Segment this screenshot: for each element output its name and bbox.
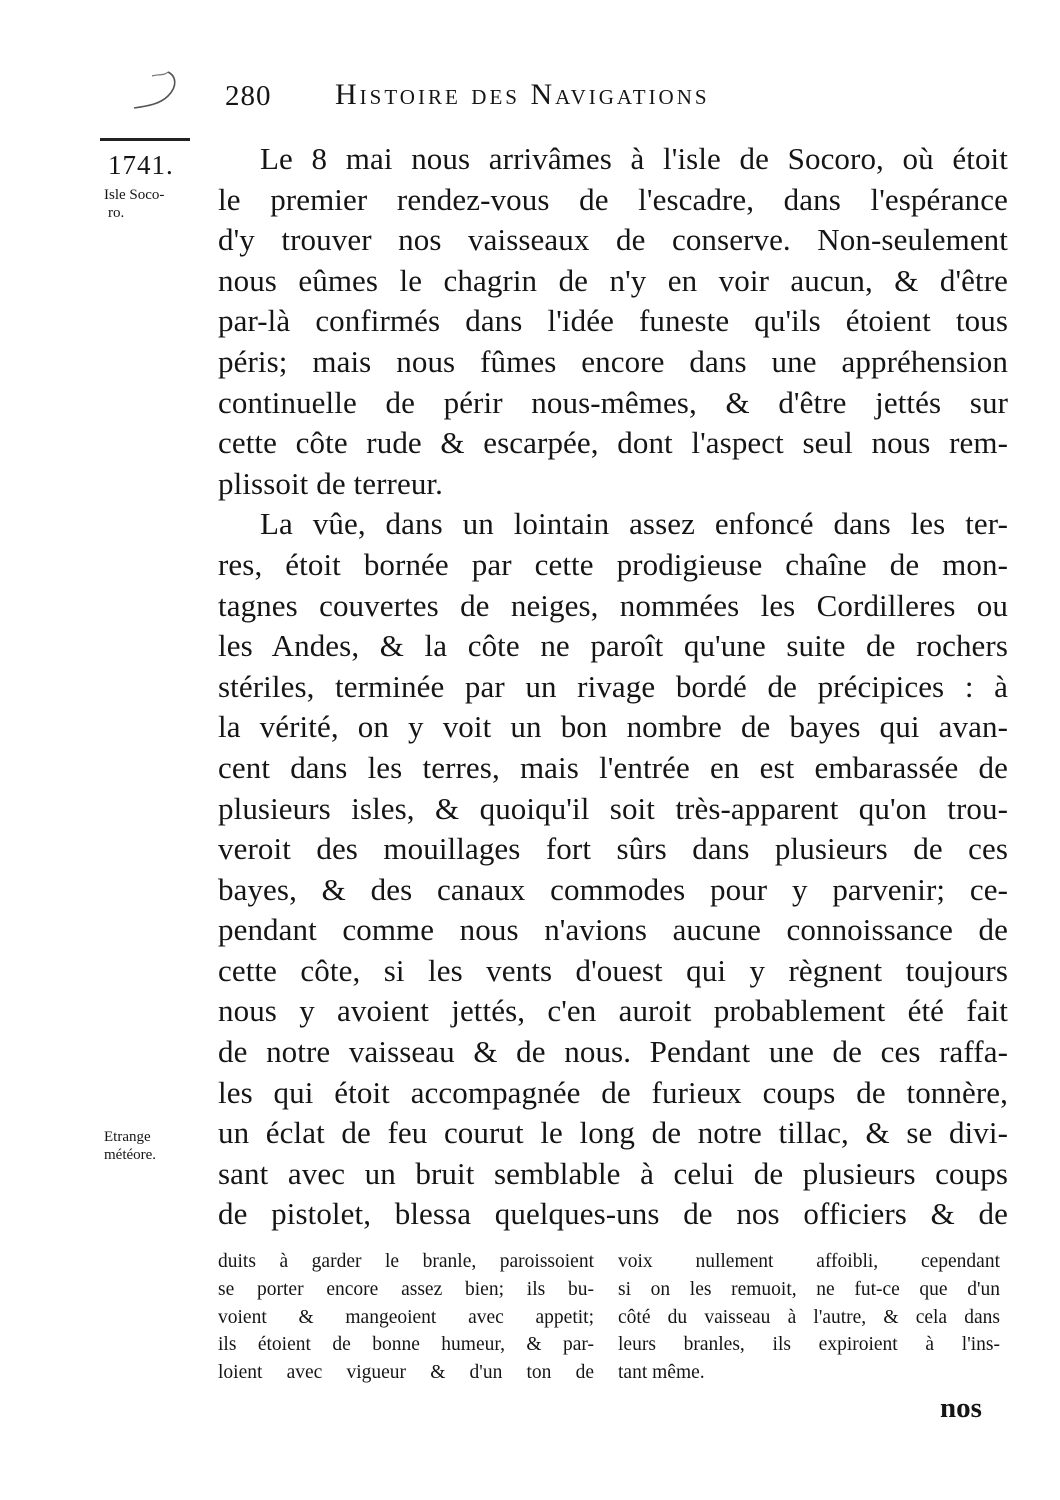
text-line: cette côte, si les vents d'ouest qui y règnent toujours [218, 952, 1008, 988]
margin-note-etrange-meteore [104, 1128, 156, 1164]
running-title: Histoire des Navigations [335, 78, 710, 111]
footnote-line: côté du vaisseau à l'autre, & cela dans [618, 1306, 1000, 1328]
text-line: nous y avoient jettés, c'en auroit probablement été fait [218, 993, 1008, 1029]
footnote-line: loient avec vigueur & d'un ton de [218, 1362, 594, 1384]
text-line: d'y trouver nos vaisseaux de conserve. Non-seulement [218, 222, 1008, 258]
margin-note-line: Etrange [104, 1129, 151, 1145]
text-line: tagnes couvertes de neiges, nommées les Cordilleres ou [218, 587, 1008, 623]
text-line: par-là confirmés dans l'idée funeste qu'ils étoient tous [218, 303, 1008, 339]
footnote-column-right [618, 1248, 1000, 1387]
margin-note-line: météore. [104, 1147, 157, 1163]
text-line: cent dans les terres, mais l'entrée en est embarassée de [218, 749, 1008, 785]
footnote-line: tant même. [618, 1362, 705, 1384]
text-line: les qui étoit accompagnée de furieux coups de tonnère, [218, 1074, 1008, 1110]
footnote-line: se porter encore assez bien; ils bu- [218, 1278, 594, 1300]
footnotes [218, 1248, 1008, 1398]
page-number: 280 [225, 80, 272, 112]
text-line: plusieurs isles, & quoiqu'il soit très-apparent qu'on trou- [218, 790, 1008, 826]
paragraph-1 [218, 139, 1008, 504]
paragraph-2 [218, 504, 1008, 1235]
footnote-line: duits à garder le branle, paroissoient [218, 1251, 594, 1272]
margin-note-line: Isle Soco- [104, 187, 165, 203]
text-line: stériles, terminée par un rivage bordé de précipices : à [218, 668, 1008, 704]
pencil-mark-icon [128, 68, 180, 118]
text-line: La vûe, dans un lointain assez enfoncé dans les ter- [260, 506, 1008, 542]
footnote-line: leurs branles, ils expiroient à l'ins- [618, 1334, 1000, 1356]
text-line: le premier rendez-vous de l'escadre, dans l'espérance [218, 181, 1008, 217]
catchword: nos [940, 1392, 982, 1424]
text-line: de notre vaisseau & de nous. Pendant une de ces raffa- [218, 1034, 1008, 1070]
footnote-line: si on les remuoit, ne fut-ce que d'un [618, 1278, 1000, 1300]
text-line: nous eûmes le chagrin de n'y en voir aucun, & d'être [218, 262, 1008, 298]
margin-rule [100, 138, 190, 141]
text-line: la vérité, on y voit un bon nombre de bayes qui avan- [218, 709, 1008, 745]
text-line: cette côte rude & escarpée, dont l'aspect seul nous rem- [218, 425, 1008, 461]
text-line: péris; mais nous fûmes encore dans une appréhension [218, 343, 1008, 379]
text-line: sant avec un bruit semblable à celui de plusieurs coups [218, 1155, 1008, 1191]
footnote-line: voix nullement affoibli, cependant [618, 1251, 1000, 1272]
margin-note-isle-socoro [104, 186, 164, 222]
margin-note-line: ro. [108, 205, 125, 221]
text-line: res, étoit bornée par cette prodigieuse chaîne de mon- [218, 546, 1008, 582]
text-line: un éclat de feu courut le long de notre tillac, & se divi- [218, 1115, 1008, 1151]
text-line: de pistolet, blessa quelques-uns de nos officiers & de [218, 1196, 1008, 1232]
text-line: veroit des mouillages fort sûrs dans plusieurs de ces [218, 831, 1008, 867]
text-line: Le 8 mai nous arrivâmes à l'isle de Socoro, où étoit [260, 141, 1008, 176]
footnote-line: ils étoient de bonne humeur, & par- [218, 1334, 594, 1356]
footnote-line: voient & mangeoient avec appetit; [218, 1306, 594, 1328]
text-line: pendant comme nous n'avions aucune connoissance de [218, 912, 1008, 948]
footnote-column-left [218, 1248, 594, 1387]
text-line: plissoit de terreur. [218, 465, 443, 501]
text-line: les Andes, & la côte ne paroît qu'une suite de rochers [218, 628, 1008, 664]
text-line: continuelle de périr nous-mêmes, & d'être jettés sur [218, 384, 1008, 420]
main-text [218, 139, 1008, 1235]
margin-year: 1741. [108, 150, 174, 180]
text-line: bayes, & des canaux commodes pour y parvenir; ce- [218, 871, 1008, 907]
page-header [195, 72, 935, 122]
